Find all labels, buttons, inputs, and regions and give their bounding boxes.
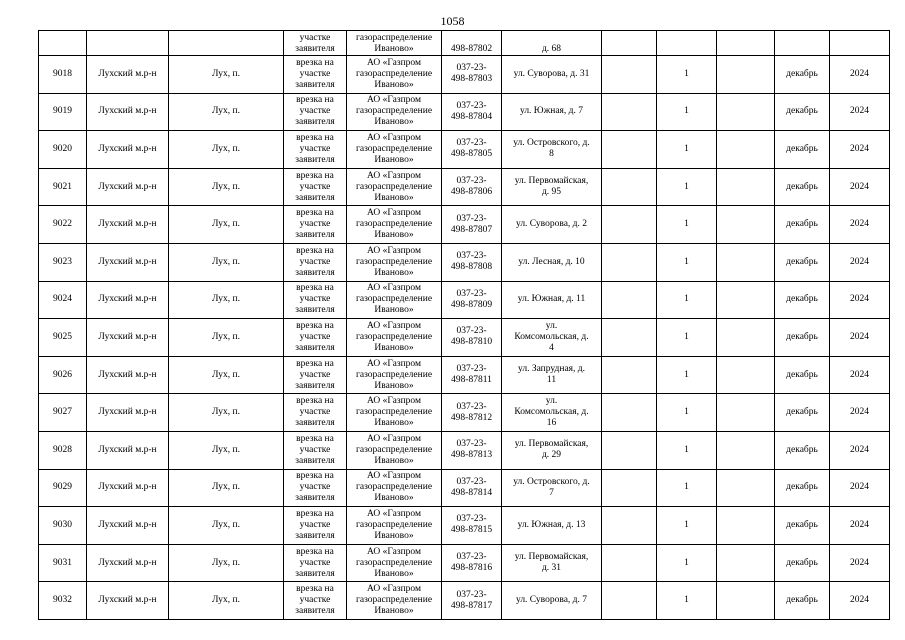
cell-settlement xyxy=(169,31,284,56)
cell-work-type: врезка на участке заявителя xyxy=(284,281,347,319)
cell-organization: АО «Газпром газораспределение Иваново» xyxy=(347,206,442,244)
cell-organization: АО «Газпром газораспределение Иваново» xyxy=(347,582,442,620)
cell-empty-8 xyxy=(602,469,657,507)
cell-empty-8 xyxy=(602,431,657,469)
cell-year: 2024 xyxy=(830,431,890,469)
cell-code: 037-23- 498-87808 xyxy=(442,243,502,281)
cell-settlement: Лух, п. xyxy=(169,93,284,131)
cell-month: декабрь xyxy=(775,168,830,206)
cell-number: 9023 xyxy=(39,243,87,281)
page-number: 1058 xyxy=(440,14,465,28)
cell-quantity: 1 xyxy=(657,93,717,131)
cell-code: 037-23- 498-87813 xyxy=(442,431,502,469)
cell-quantity: 1 xyxy=(657,243,717,281)
cell-year: 2024 xyxy=(830,582,890,620)
cell-number: 9021 xyxy=(39,168,87,206)
cell-number: 9020 xyxy=(39,131,87,169)
cell-address: ул. Суворова, д. 7 xyxy=(502,582,602,620)
cell-empty-10 xyxy=(717,469,775,507)
cell-address: ул. Островского, д. 8 xyxy=(502,131,602,169)
cell-address: ул. Комсомольская, д. 16 xyxy=(502,394,602,432)
cell-empty-10 xyxy=(717,394,775,432)
cell-quantity: 1 xyxy=(657,168,717,206)
cell-code: 037-23- 498-87811 xyxy=(442,356,502,394)
cell-year: 2024 xyxy=(830,131,890,169)
cell-empty-8 xyxy=(602,356,657,394)
cell-settlement: Лух, п. xyxy=(169,168,284,206)
cell-address: ул. Первомайская, д. 95 xyxy=(502,168,602,206)
cell-empty-10 xyxy=(717,168,775,206)
cell-work-type: врезка на участке заявителя xyxy=(284,206,347,244)
cell-district: Лухский м.р-н xyxy=(87,356,169,394)
cell-code: 037-23- 498-87812 xyxy=(442,394,502,432)
cell-year: 2024 xyxy=(830,544,890,582)
cell-work-type: врезка на участке заявителя xyxy=(284,168,347,206)
table-row xyxy=(39,507,890,545)
cell-month: декабрь xyxy=(775,93,830,131)
cell-year: 2024 xyxy=(830,469,890,507)
cell-empty-8 xyxy=(602,582,657,620)
cell-empty-8 xyxy=(602,319,657,357)
cell-district: Лухский м.р-н xyxy=(87,243,169,281)
cell-quantity: 1 xyxy=(657,56,717,94)
cell-empty-8 xyxy=(602,544,657,582)
cell-year xyxy=(830,31,890,56)
table-row xyxy=(39,131,890,169)
cell-organization: АО «Газпром газораспределение Иваново» xyxy=(347,319,442,357)
cell-month: декабрь xyxy=(775,131,830,169)
cell-district: Лухский м.р-н xyxy=(87,131,169,169)
cell-empty-8 xyxy=(602,394,657,432)
cell-year: 2024 xyxy=(830,56,890,94)
cell-empty-10 xyxy=(717,56,775,94)
cell-address: ул. Первомайская, д. 31 xyxy=(502,544,602,582)
cell-address: ул. Суворова, д. 31 xyxy=(502,56,602,94)
cell-settlement: Лух, п. xyxy=(169,544,284,582)
cell-empty-8 xyxy=(602,206,657,244)
cell-number: 9026 xyxy=(39,356,87,394)
cell-quantity: 1 xyxy=(657,544,717,582)
cell-address: ул. Южная, д. 13 xyxy=(502,507,602,545)
cell-month xyxy=(775,31,830,56)
cell-settlement: Лух, п. xyxy=(169,131,284,169)
cell-number: 9025 xyxy=(39,319,87,357)
cell-work-type: врезка на участке заявителя xyxy=(284,243,347,281)
cell-quantity: 1 xyxy=(657,356,717,394)
cell-number: 9031 xyxy=(39,544,87,582)
cell-empty-8 xyxy=(602,507,657,545)
cell-district: Лухский м.р-н xyxy=(87,56,169,94)
cell-year: 2024 xyxy=(830,281,890,319)
table-row xyxy=(39,544,890,582)
cell-organization: АО «Газпром газораспределение Иваново» xyxy=(347,394,442,432)
cell-code: 037-23- 498-87809 xyxy=(442,281,502,319)
cell-organization: АО «Газпром газораспределение Иваново» xyxy=(347,356,442,394)
cell-number: 9029 xyxy=(39,469,87,507)
cell-code: 037-23- 498-87805 xyxy=(442,131,502,169)
cell-district: Лухский м.р-н xyxy=(87,93,169,131)
cell-code: 037-23- 498-87806 xyxy=(442,168,502,206)
cell-empty-10 xyxy=(717,206,775,244)
cell-address: ул. Лесная, д. 10 xyxy=(502,243,602,281)
cell-year: 2024 xyxy=(830,394,890,432)
cell-settlement: Лух, п. xyxy=(169,507,284,545)
cell-district: Лухский м.р-н xyxy=(87,319,169,357)
table-row xyxy=(39,243,890,281)
cell-settlement: Лух, п. xyxy=(169,469,284,507)
table-row xyxy=(39,281,890,319)
cell-organization: АО «Газпром газораспределение Иваново» xyxy=(347,281,442,319)
table-row xyxy=(39,582,890,620)
cell-organization: газораспределение Иваново» xyxy=(347,31,442,56)
cell-year: 2024 xyxy=(830,168,890,206)
cell-district: Лухский м.р-н xyxy=(87,582,169,620)
cell-work-type: врезка на участке заявителя xyxy=(284,582,347,620)
cell-quantity: 1 xyxy=(657,431,717,469)
cell-address: ул. Запрудная, д. 11 xyxy=(502,356,602,394)
cell-number: 9024 xyxy=(39,281,87,319)
table-row xyxy=(39,56,890,94)
cell-settlement: Лух, п. xyxy=(169,243,284,281)
cell-year: 2024 xyxy=(830,356,890,394)
cell-empty-10 xyxy=(717,281,775,319)
cell-quantity: 1 xyxy=(657,469,717,507)
cell-quantity: 1 xyxy=(657,319,717,357)
cell-empty-10 xyxy=(717,319,775,357)
cell-code: 037-23- 498-87816 xyxy=(442,544,502,582)
cell-work-type: врезка на участке заявителя xyxy=(284,93,347,131)
cell-month: декабрь xyxy=(775,56,830,94)
cell-month: декабрь xyxy=(775,394,830,432)
cell-address: ул. Южная, д. 11 xyxy=(502,281,602,319)
table-row xyxy=(39,394,890,432)
cell-work-type: врезка на участке заявителя xyxy=(284,507,347,545)
cell-work-type: врезка на участке заявителя xyxy=(284,394,347,432)
cell-work-type: врезка на участке заявителя xyxy=(284,131,347,169)
cell-number: 9030 xyxy=(39,507,87,545)
table-row xyxy=(39,469,890,507)
cell-number: 9022 xyxy=(39,206,87,244)
cell-year: 2024 xyxy=(830,206,890,244)
cell-work-type: врезка на участке заявителя xyxy=(284,56,347,94)
table-row xyxy=(39,93,890,131)
cell-settlement: Лух, п. xyxy=(169,431,284,469)
cell-settlement: Лух, п. xyxy=(169,281,284,319)
cell-number: 9019 xyxy=(39,93,87,131)
cell-empty-10 xyxy=(717,93,775,131)
cell-settlement: Лух, п. xyxy=(169,206,284,244)
cell-month: декабрь xyxy=(775,582,830,620)
cell-quantity: 1 xyxy=(657,394,717,432)
cell-work-type: участке заявителя xyxy=(284,31,347,56)
cell-quantity: 1 xyxy=(657,582,717,620)
cell-empty-10 xyxy=(717,356,775,394)
cell-organization: АО «Газпром газораспределение Иваново» xyxy=(347,131,442,169)
cell-empty-8 xyxy=(602,281,657,319)
cell-quantity: 1 xyxy=(657,507,717,545)
cell-organization: АО «Газпром газораспределение Иваново» xyxy=(347,243,442,281)
cell-year: 2024 xyxy=(830,507,890,545)
cell-month: декабрь xyxy=(775,319,830,357)
cell-empty-10 xyxy=(717,582,775,620)
cell-organization: АО «Газпром газораспределение Иваново» xyxy=(347,469,442,507)
cell-year: 2024 xyxy=(830,93,890,131)
cell-address: ул. Южная, д. 7 xyxy=(502,93,602,131)
cell-district: Лухский м.р-н xyxy=(87,507,169,545)
cell-code: 037-23- 498-87815 xyxy=(442,507,502,545)
cell-number: 9032 xyxy=(39,582,87,620)
table-row xyxy=(39,206,890,244)
cell-empty-8 xyxy=(602,243,657,281)
cell-empty-8 xyxy=(602,168,657,206)
cell-empty-10 xyxy=(717,243,775,281)
cell-address: ул. Комсомольская, д. 4 xyxy=(502,319,602,357)
cell-year: 2024 xyxy=(830,243,890,281)
cell-number: 9018 xyxy=(39,56,87,94)
cell-organization: АО «Газпром газораспределение Иваново» xyxy=(347,431,442,469)
cell-quantity: 1 xyxy=(657,281,717,319)
cell-address: д. 68 xyxy=(502,31,602,56)
cell-code: 498-87802 xyxy=(442,31,502,56)
cell-organization: АО «Газпром газораспределение Иваново» xyxy=(347,56,442,94)
cell-organization: АО «Газпром газораспределение Иваново» xyxy=(347,544,442,582)
cell-code: 037-23- 498-87810 xyxy=(442,319,502,357)
cell-empty-8 xyxy=(602,31,657,56)
cell-month: декабрь xyxy=(775,507,830,545)
cell-empty-10 xyxy=(717,507,775,545)
cell-organization: АО «Газпром газораспределение Иваново» xyxy=(347,507,442,545)
cell-code: 037-23- 498-87803 xyxy=(442,56,502,94)
cell-month: декабрь xyxy=(775,206,830,244)
cell-district: Лухский м.р-н xyxy=(87,168,169,206)
cell-year: 2024 xyxy=(830,319,890,357)
cell-empty-8 xyxy=(602,93,657,131)
cell-quantity xyxy=(657,31,717,56)
cell-code: 037-23- 498-87804 xyxy=(442,93,502,131)
cell-month: декабрь xyxy=(775,243,830,281)
cell-work-type: врезка на участке заявителя xyxy=(284,319,347,357)
cell-address: ул. Островского, д. 7 xyxy=(502,469,602,507)
table-body xyxy=(39,31,890,620)
cell-address: ул. Суворова, д. 2 xyxy=(502,206,602,244)
cell-empty-8 xyxy=(602,131,657,169)
table-row-continued xyxy=(39,31,890,56)
cell-month: декабрь xyxy=(775,544,830,582)
cell-code: 037-23- 498-87817 xyxy=(442,582,502,620)
cell-code: 037-23- 498-87814 xyxy=(442,469,502,507)
cell-empty-8 xyxy=(602,56,657,94)
cell-number xyxy=(39,31,87,56)
cell-work-type: врезка на участке заявителя xyxy=(284,431,347,469)
cell-work-type: врезка на участке заявителя xyxy=(284,356,347,394)
cell-code: 037-23- 498-87807 xyxy=(442,206,502,244)
cell-quantity: 1 xyxy=(657,131,717,169)
cell-settlement: Лух, п. xyxy=(169,56,284,94)
cell-work-type: врезка на участке заявителя xyxy=(284,544,347,582)
table-row xyxy=(39,356,890,394)
cell-district: Лухский м.р-н xyxy=(87,431,169,469)
cell-month: декабрь xyxy=(775,431,830,469)
table-row xyxy=(39,168,890,206)
cell-settlement: Лух, п. xyxy=(169,394,284,432)
cell-settlement: Лух, п. xyxy=(169,356,284,394)
cell-work-type: врезка на участке заявителя xyxy=(284,469,347,507)
table-row xyxy=(39,319,890,357)
cell-organization: АО «Газпром газораспределение Иваново» xyxy=(347,93,442,131)
cell-settlement: Лух, п. xyxy=(169,319,284,357)
cell-organization: АО «Газпром газораспределение Иваново» xyxy=(347,168,442,206)
cell-empty-10 xyxy=(717,31,775,56)
cell-month: декабрь xyxy=(775,356,830,394)
cell-address: ул. Первомайская, д. 29 xyxy=(502,431,602,469)
cell-settlement: Лух, п. xyxy=(169,582,284,620)
cell-number: 9028 xyxy=(39,431,87,469)
gas-connections-table xyxy=(38,30,890,620)
cell-district: Лухский м.р-н xyxy=(87,544,169,582)
table-row xyxy=(39,431,890,469)
cell-district: Лухский м.р-н xyxy=(87,469,169,507)
cell-empty-10 xyxy=(717,131,775,169)
cell-empty-10 xyxy=(717,544,775,582)
cell-district: Лухский м.р-н xyxy=(87,206,169,244)
cell-district: Лухский м.р-н xyxy=(87,394,169,432)
cell-district: Лухский м.р-н xyxy=(87,281,169,319)
cell-month: декабрь xyxy=(775,469,830,507)
cell-empty-10 xyxy=(717,431,775,469)
cell-number: 9027 xyxy=(39,394,87,432)
cell-month: декабрь xyxy=(775,281,830,319)
cell-quantity: 1 xyxy=(657,206,717,244)
cell-district xyxy=(87,31,169,56)
